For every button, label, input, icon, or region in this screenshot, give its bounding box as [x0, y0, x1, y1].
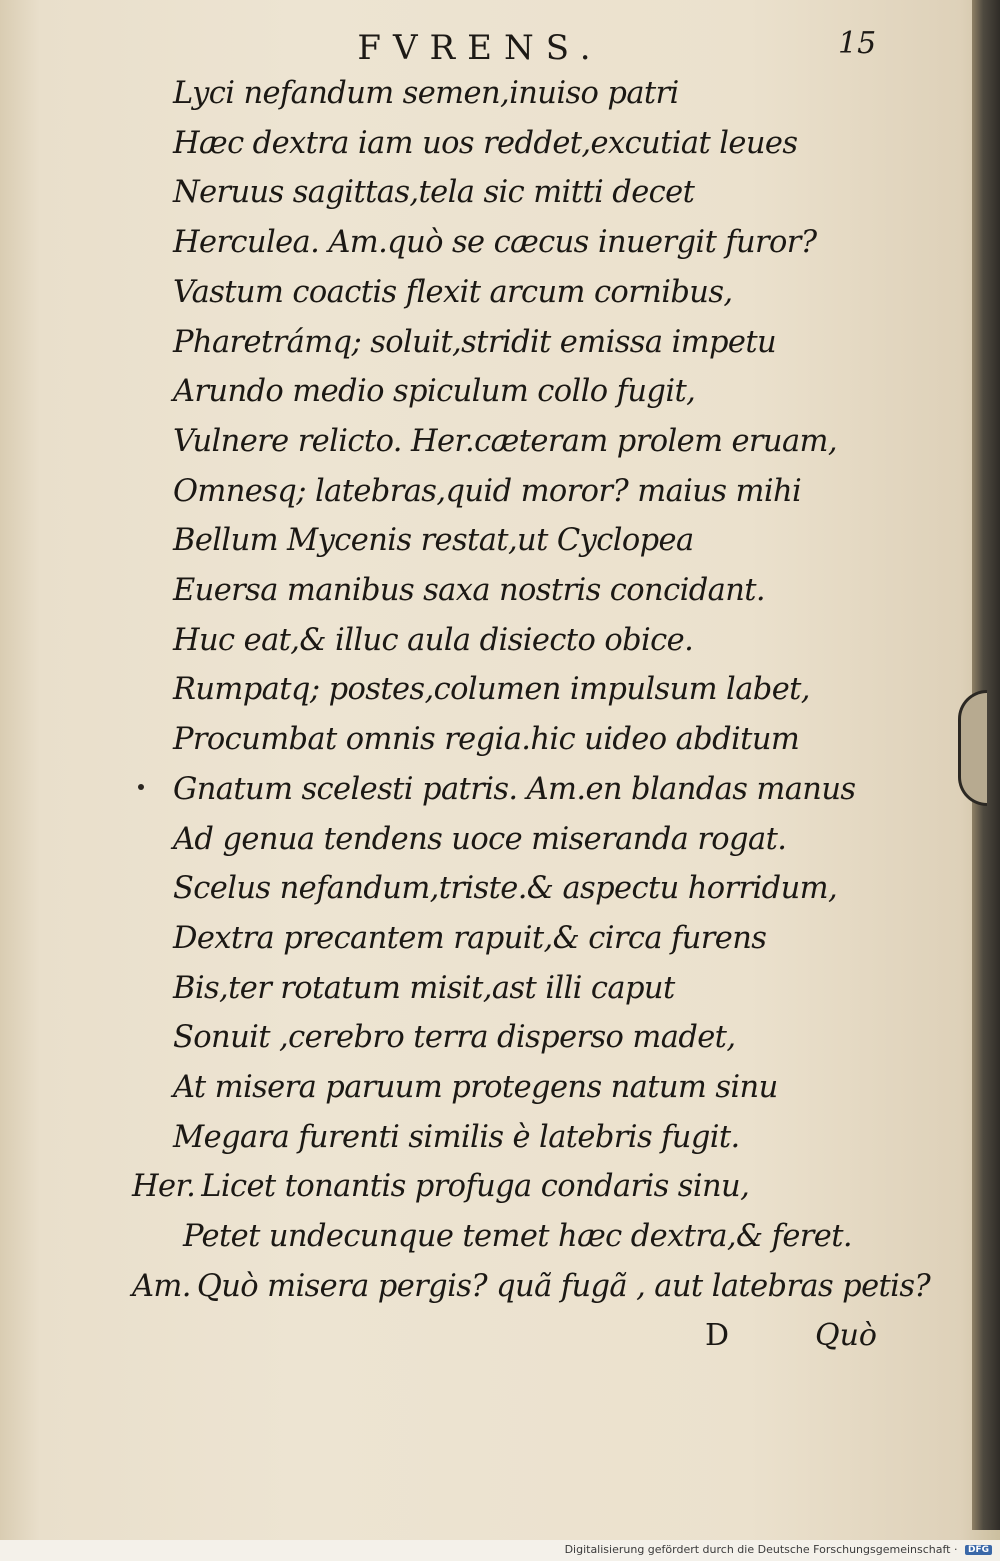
verse-line: [173, 225, 817, 275]
verse-line: [173, 722, 799, 772]
verse-text: Quò misera pergis? quã fugã , aut latebras petis?: [196, 1269, 931, 1304]
verse-text: Megara furenti similis è latebris fugit.: [173, 1120, 740, 1155]
page-number: 15: [838, 26, 877, 61]
ink-mark: [138, 784, 144, 790]
verse-line: [173, 772, 855, 822]
verse-text: Bis,ter rotatum misit,ast illi caput: [173, 971, 675, 1006]
verse-line: [173, 573, 765, 623]
verse-text: Sonuit ,cerebro terra disperso madet,: [173, 1020, 736, 1055]
verse-line: [173, 175, 694, 225]
dfg-logo: DFG: [965, 1545, 992, 1555]
verse-line: [173, 1020, 735, 1070]
verse-line: [173, 921, 766, 971]
verse-line: [173, 374, 695, 424]
digitization-credit-bar: [0, 1540, 1000, 1561]
signature-mark: D: [705, 1318, 730, 1353]
verse-line: [173, 1120, 740, 1170]
verse-line: [173, 474, 801, 524]
credit-line: [565, 1543, 992, 1556]
catchword: Quò: [815, 1318, 877, 1353]
verse-text: Dextra precantem rapuit,& circa furens: [173, 921, 767, 956]
verse-text: Hæc dextra iam uos reddet,excutiat leues: [173, 126, 798, 161]
verse-line: [173, 623, 693, 673]
verse-line: [173, 126, 797, 176]
verse-text: Huc eat,& illuc aula disiecto obice.: [173, 623, 694, 658]
verse-line: [173, 424, 837, 474]
verse-text: Herculea. Am.quò se cæcus inuergit furor?: [173, 225, 817, 260]
verse-line: [173, 325, 776, 375]
credit-text: Digitalisierung gefördert durch die Deutsche Forschungsgemeinschaft ·: [564, 1543, 958, 1556]
verse-text: Vulnere relicto. Her.cæteram prolem eruam,: [173, 424, 837, 459]
verse-text: Pharetrámq; soluit,stridit emissa impetu: [173, 325, 777, 360]
verse-line: [173, 871, 837, 921]
verse-text: Scelus nefandum,triste.& aspectu horridum,: [173, 871, 838, 906]
page-clip: [958, 690, 987, 806]
verse-text: Licet tonantis profuga condaris sinu,: [201, 1169, 750, 1204]
verse-text: Neruus sagittas,tela sic mitti decet: [173, 175, 695, 210]
speaker-label: Am.: [132, 1269, 191, 1304]
verse-text: Rumpatq; postes,columen impulsum labet,: [173, 672, 810, 707]
page-footer-marks: [0, 1318, 1000, 1368]
verse-text: At misera paruum protegens natum sinu: [173, 1070, 778, 1105]
verse-text: Euersa manibus saxa nostris concidant.: [173, 573, 766, 608]
verse-line: [173, 76, 679, 126]
verse-text: Procumbat omnis regia.hic uideo abditum: [173, 722, 800, 757]
verse-text: Ad genua tendens uoce miseranda rogat.: [173, 822, 787, 857]
verse-line: [173, 1070, 778, 1120]
verse-text: Vastum coactis flexit arcum cornibus,: [173, 275, 733, 310]
verse-text: Petet undecunque temet hæc dextra,& feret.: [183, 1219, 852, 1254]
verse-line: [173, 523, 694, 573]
verse-line: [132, 1269, 930, 1319]
verse-line: [173, 822, 786, 872]
verse-line: [173, 275, 733, 325]
verse-line: [173, 672, 810, 722]
verse-text: Arundo medio spiculum collo fugit,: [173, 374, 696, 409]
verse-line: [183, 1219, 852, 1269]
page-header: [0, 22, 1000, 72]
verse-line: [173, 971, 675, 1021]
verse-text: Gnatum scelesti patris. Am.en blandas manus: [173, 772, 856, 807]
speaker-label: Her.: [132, 1169, 196, 1204]
running-head: FVRENS.: [357, 28, 603, 68]
verse-text: Lyci nefandum semen,inuiso patri: [173, 76, 679, 111]
verse-text: Omnesq; latebras,quid moror? maius mihi: [173, 474, 802, 509]
verse-text: Bellum Mycenis restat,ut Cyclopea: [173, 523, 694, 558]
verse-line: [132, 1169, 749, 1219]
